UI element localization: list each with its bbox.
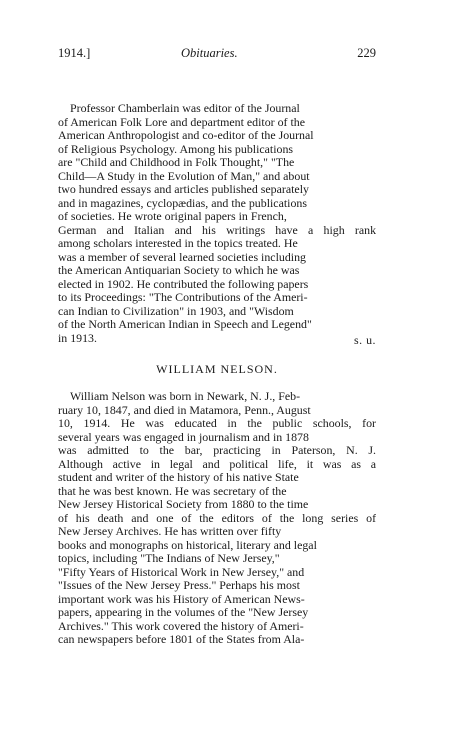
text-line: New Jersey Archives. He has written over fifty (58, 525, 282, 538)
text-line: Professor Chamberlain was editor of the Journal (70, 102, 300, 115)
text-line: are "Child and Childhood in Folk Thought," "The (58, 156, 295, 169)
obituary-paragraph-chamberlain (58, 102, 376, 345)
text-line: several years was engaged in journalism and in 1878 (58, 430, 309, 444)
text-line: was admitted to the bar, practicing in Paterson, N. J. (58, 444, 376, 457)
text-line: German and Italian and his writings have a high rank (58, 223, 376, 237)
text-line: American Anthropologist and co-editor of the Journal (58, 129, 314, 142)
text-line: to its Proceedings: "The Contributions of the Ameri- (58, 291, 308, 304)
text-line: topics, including "The Indians of New Jersey," (58, 552, 280, 565)
text-line: of societies. He wrote original papers in French, (58, 210, 287, 223)
text-line: "Issues of the New Jersey Press." Perhaps his most (58, 579, 300, 592)
text-line: two hundred essays and articles published separately (58, 183, 309, 196)
text-line: books and monographs on historical, literary and legal (58, 538, 317, 552)
text-line: in 1913. (58, 331, 97, 345)
text-line: that he was best known. He was secretary of the (58, 484, 287, 498)
text-line: among scholars interested in the topics treated. He (58, 237, 298, 250)
text-line: "Fifty Years of Historical Work in New Jersey," and (58, 565, 305, 579)
text-line: can newspapers before 1801 of the States from Ala- (58, 633, 305, 646)
text-line: ruary 10, 1847, and died in Matamora, Penn., August (58, 403, 311, 417)
text-line: can Indian to Civilization" in 1903, and "Wisdom (58, 304, 294, 318)
text-line: Although active in legal and political life, it was as a (58, 457, 376, 471)
running-head-year: 1914.] (58, 46, 91, 60)
text-line: William Nelson was born in Newark, N. J., Feb- (70, 390, 301, 403)
text-line: of the North American Indian in Speech and Legend" (58, 318, 312, 331)
text-line: elected in 1902. He contributed the following papers (58, 277, 309, 291)
running-head (58, 44, 376, 62)
text-line: was a member of several learned societies including (58, 250, 306, 264)
text-line: papers, appearing in the volumes of the "New Jersey (58, 606, 309, 619)
text-line: Child—A Study in the Evolution of Man," and about (58, 169, 310, 183)
author-signature: s. u. (354, 333, 376, 347)
page-number: 229 (357, 46, 376, 60)
obituary-paragraph-nelson (58, 390, 376, 647)
text-line: of his death and one of the editors of the long series of (58, 511, 376, 525)
text-line: New Jersey Historical Society from 1880 to the time (58, 498, 309, 511)
text-line: student and writer of the history of his native State (58, 471, 299, 484)
section-heading: WILLIAM NELSON. (156, 362, 278, 376)
text-line: of American Folk Lore and department editor of the (58, 115, 305, 129)
text-line: 10, 1914. He was educated in the public schools, for (58, 417, 376, 430)
text-line: and in magazines, cyclopædias, and the publications (58, 196, 307, 210)
running-head-title: Obituaries. (181, 46, 238, 60)
text-line: important work was his History of American News- (58, 592, 305, 606)
text-line: the American Antiquarian Society to which he was (58, 264, 300, 277)
text-line: Archives." This work covered the history of Ameri- (58, 619, 304, 633)
text-line: of Religious Psychology. Among his publications (58, 142, 294, 156)
